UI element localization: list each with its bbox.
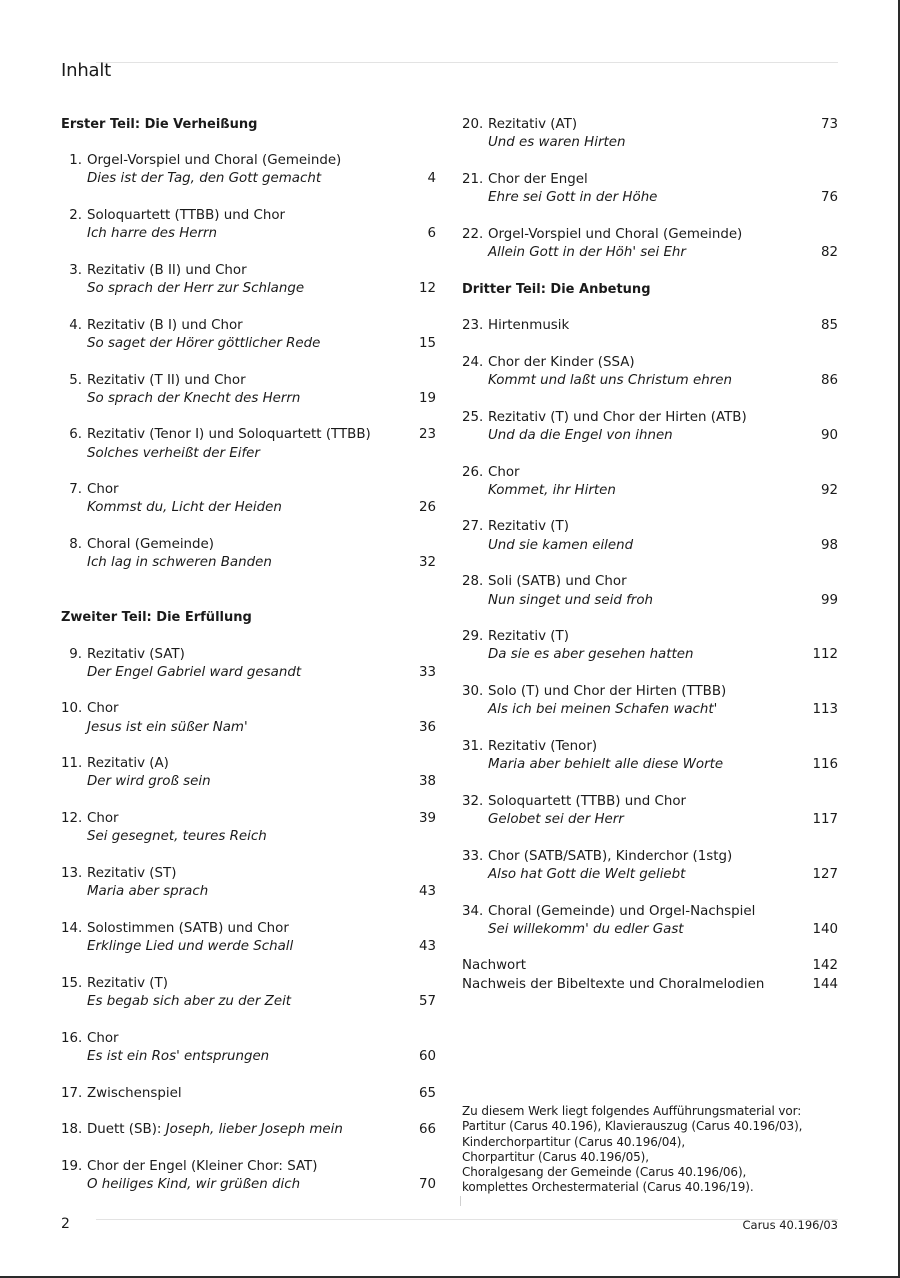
entry-number: 13.	[61, 866, 83, 881]
toc-entry-7	[61, 481, 436, 517]
part-heading: Zweiter Teil: Die Erfüllung	[61, 610, 252, 625]
entry-subtitle: Ehre sei Gott in der Höhe	[488, 190, 658, 206]
toc-right-column	[462, 116, 838, 994]
page-number: 2	[61, 1216, 70, 1232]
entry-title: Rezitativ (ST)	[87, 866, 177, 881]
entry-subtitle: O heiliges Kind, wir grüßen dich	[87, 1177, 301, 1193]
entry-title: Rezitativ (B I) und Chor	[87, 317, 243, 333]
entry-subtitle: Kommst du, Licht der Heiden	[87, 500, 282, 516]
entry-number: 24.	[462, 354, 484, 370]
entry-subtitle: Als ich bei meinen Schafen wacht'	[488, 702, 718, 718]
entry-title: Rezitativ (Tenor I) und Soloquartett (TTBB)	[87, 427, 371, 443]
entry-subtitle: Und sie kamen eilend	[488, 537, 634, 553]
entry-subtitle: So saget der Hörer göttlicher Rede	[87, 335, 321, 351]
entry-number: 6.	[69, 427, 82, 443]
toc-entry-24	[462, 354, 838, 390]
entry-subtitle: Dies ist der Tag, den Gott gemacht	[87, 171, 322, 187]
entry-subtitle: Solches verheißt der Eifer	[87, 445, 260, 461]
toc-entry-18	[61, 1121, 436, 1139]
entry-title: Rezitativ (T)	[87, 975, 168, 991]
entry-subtitle: Und da die Engel von ihnen	[488, 427, 673, 443]
entry-page: 142	[812, 958, 838, 974]
toc-entry-3	[61, 262, 436, 298]
entry-number: 29.	[462, 629, 484, 645]
entry-title: Rezitativ (AT)	[488, 117, 578, 132]
entry-title: Chor der Engel (Kleiner Chor: SAT)	[87, 1158, 318, 1174]
entry-page: 127	[812, 866, 838, 882]
top-rule	[96, 62, 838, 63]
entry-number: 32.	[462, 793, 484, 809]
entry-title: Nachwort	[462, 958, 526, 974]
toc-entry-20	[462, 116, 838, 152]
entry-title: Chor	[87, 701, 119, 717]
entry-title: Duett (SB):	[87, 1122, 162, 1138]
entry-title: Orgel-Vorspiel und Choral (Gemeinde)	[87, 153, 342, 168]
entry-number: 30.	[462, 684, 484, 700]
entry-title: Solo (T) und Chor der Hirten (TTBB)	[488, 684, 727, 700]
toc-entry-23	[462, 317, 838, 335]
part-heading: Dritter Teil: Die Anbetung	[462, 281, 651, 297]
entry-subtitle: Es begab sich aber zu der Zeit	[87, 993, 292, 1009]
entry-page: 60	[418, 1048, 436, 1064]
entry-page: 113	[812, 702, 838, 718]
entry-title: Chor der Kinder (SSA)	[488, 354, 635, 370]
entry-subtitle: Ich lag in schweren Banden	[87, 555, 272, 571]
entry-page: 6	[427, 226, 436, 242]
entry-number: 21.	[462, 171, 484, 187]
entry-number: 9.	[69, 646, 82, 662]
entry-subtitle: So sprach der Herr zur Schlange	[87, 280, 305, 296]
entry-number: 25.	[462, 409, 484, 425]
entry-number: 27.	[462, 519, 484, 535]
toc-entry-15	[61, 975, 436, 1011]
toc-entry-9	[61, 646, 436, 682]
entry-page: 38	[418, 774, 436, 790]
entry-page: 117	[812, 812, 838, 827]
entry-title: Choral (Gemeinde)	[87, 537, 215, 553]
entry-title: Rezitativ (T)	[488, 519, 569, 535]
toc-entry-26	[462, 464, 838, 500]
entry-page: 43	[418, 939, 436, 955]
toc-entry-11	[61, 755, 436, 791]
entry-page: 23	[418, 427, 436, 443]
entry-title: Chor	[488, 464, 520, 480]
entry-number: 26.	[462, 464, 484, 480]
entry-subtitle: So sprach der Knecht des Herrn	[87, 390, 301, 406]
entry-subtitle: Gelobet sei der Herr	[488, 812, 624, 827]
entry-number: 10.	[61, 701, 83, 717]
toc-entry-32	[462, 793, 838, 829]
entry-title: Rezitativ (B II) und Chor	[87, 262, 247, 278]
entry-page: 26	[418, 500, 436, 516]
entry-title: Rezitativ (T II) und Chor	[87, 372, 246, 388]
entry-number: 14.	[61, 920, 83, 936]
entry-number: 23.	[462, 318, 484, 334]
entry-page: 19	[418, 390, 436, 406]
entry-page: 73	[820, 117, 838, 132]
note-line: Partitur (Carus 40.196), Klavierauszug (Carus 40.196/03),	[462, 1119, 803, 1134]
entry-subtitle: Joseph, lieber Joseph mein	[165, 1122, 343, 1138]
entry-title: Soli (SATB) und Chor	[488, 574, 627, 590]
entry-number: 15.	[61, 975, 83, 991]
entry-page: 92	[820, 482, 838, 498]
note-line: komplettes Orchestermaterial (Carus 40.196/19).	[462, 1180, 754, 1195]
entry-title: Nachweis der Bibeltexte und Choralmelodien	[462, 976, 765, 992]
catalog-number: Carus 40.196/03	[742, 1218, 838, 1232]
entry-page: 70	[418, 1177, 436, 1193]
entry-page: 12	[418, 280, 436, 296]
entry-number: 16.	[61, 1030, 83, 1046]
entry-page: 98	[820, 537, 838, 553]
entry-subtitle: Der wird groß sein	[87, 774, 211, 790]
toc-entry-10	[61, 700, 436, 736]
entry-title: Hirtenmusik	[488, 318, 570, 334]
entry-subtitle: Der Engel Gabriel ward gesandt	[87, 664, 302, 680]
entry-page: 86	[820, 373, 838, 388]
toc-entry-22	[462, 226, 838, 262]
part-heading: Erster Teil: Die Verheißung	[61, 117, 258, 132]
entry-number: 2.	[69, 207, 82, 223]
entry-subtitle: Sei willekomm' du edler Gast	[488, 921, 684, 937]
entry-subtitle: Erklinge Lied und werde Schall	[87, 939, 294, 955]
entry-subtitle: Es ist ein Ros' entsprungen	[87, 1048, 270, 1064]
entry-title: Chor	[87, 1030, 119, 1046]
entry-subtitle: Allein Gott in der Höh' sei Ehr	[488, 244, 686, 260]
toc-entry-27	[462, 518, 838, 554]
entry-number: 18.	[61, 1122, 83, 1138]
toc-entry-33	[462, 848, 838, 884]
entry-subtitle: Kommet, ihr Hirten	[488, 482, 616, 498]
toc-appendix-nachweis	[462, 976, 838, 994]
entry-title: Choral (Gemeinde) und Orgel-Nachspiel	[488, 903, 756, 919]
entry-title: Orgel-Vorspiel und Choral (Gemeinde)	[488, 226, 743, 242]
entry-page: 90	[820, 427, 838, 443]
toc-entry-17	[61, 1085, 436, 1103]
entry-page: 57	[418, 993, 436, 1009]
entry-number: 28.	[462, 574, 484, 590]
toc-entry-21	[462, 171, 838, 207]
entry-page: 144	[812, 976, 838, 992]
entry-number: 17.	[61, 1085, 83, 1101]
entry-number: 31.	[462, 738, 484, 754]
entry-number: 19.	[61, 1158, 83, 1174]
entry-number: 12.	[61, 811, 83, 827]
entry-number: 4.	[69, 317, 82, 333]
toc-entry-19	[61, 1158, 436, 1194]
entry-page: 65	[418, 1085, 436, 1101]
note-line: Zu diesem Werk liegt folgendes Aufführungsmaterial vor:	[462, 1104, 802, 1118]
entry-page: 116	[812, 757, 838, 773]
toc-entry-8	[61, 536, 436, 572]
entry-page: 39	[418, 811, 436, 827]
entry-subtitle: Jesus ist ein süßer Nam'	[87, 719, 248, 735]
entry-title: Rezitativ (A)	[87, 756, 169, 772]
entry-title: Rezitativ (Tenor)	[488, 738, 598, 754]
entry-page: 4	[427, 171, 436, 187]
entry-number: 5.	[69, 372, 82, 388]
entry-subtitle: Also hat Gott die Welt geliebt	[488, 866, 686, 882]
entry-page: 43	[418, 884, 436, 900]
entry-page: 66	[418, 1122, 436, 1138]
toc-entry-25	[462, 409, 838, 445]
toc-entry-1	[61, 152, 436, 188]
entry-title: Soloquartett (TTBB) und Chor	[87, 207, 286, 223]
toc-entry-30	[462, 683, 838, 719]
toc-entry-31	[462, 738, 838, 774]
page-title: Inhalt	[61, 60, 112, 81]
entry-page: 32	[418, 555, 436, 571]
entry-number: 20.	[462, 117, 484, 132]
entry-number: 8.	[69, 537, 82, 553]
entry-title: Rezitativ (T) und Chor der Hirten (ATB)	[488, 409, 747, 425]
toc-appendix-nachwort	[462, 957, 838, 975]
toc-entry-12	[61, 810, 436, 846]
entry-title: Zwischenspiel	[87, 1085, 182, 1101]
entry-number: 7.	[69, 482, 82, 498]
entry-subtitle: Sei gesegnet, teures Reich	[87, 829, 267, 845]
entry-subtitle: Kommt und laßt uns Christum ehren	[488, 373, 732, 388]
entry-subtitle: Ich harre des Herrn	[87, 226, 218, 242]
bottom-rule	[96, 1219, 838, 1220]
entry-page: 140	[812, 921, 838, 937]
entry-subtitle: Und es waren Hirten	[488, 135, 626, 151]
entry-page: 36	[418, 719, 436, 735]
entry-title: Rezitativ (SAT)	[87, 646, 185, 662]
entry-subtitle: Maria aber sprach	[87, 884, 209, 900]
toc-entry-2	[61, 207, 436, 243]
entry-number: 34.	[462, 903, 484, 919]
entry-page: 76	[820, 190, 838, 206]
entry-page: 85	[820, 318, 838, 334]
entry-number: 3.	[69, 262, 82, 278]
entry-title: Chor	[87, 811, 119, 827]
performance-material-note	[462, 1104, 802, 1196]
entry-page: 112	[812, 647, 838, 663]
toc-entry-28	[462, 573, 838, 609]
entry-number: 22.	[462, 226, 484, 242]
toc-entry-29	[462, 628, 838, 664]
entry-subtitle: Da sie es aber gesehen hatten	[488, 647, 694, 663]
entry-number: 11.	[61, 756, 83, 772]
entry-page: 15	[418, 335, 436, 351]
entry-title: Chor (SATB/SATB), Kinderchor (1stg)	[488, 848, 733, 864]
entry-number: 1.	[69, 153, 82, 168]
note-line: Choralgesang der Gemeinde (Carus 40.196/06),	[462, 1165, 747, 1180]
entry-subtitle: Nun singet und seid froh	[488, 592, 653, 608]
toc-entry-13	[61, 865, 436, 901]
note-line: Kinderchorpartitur (Carus 40.196/04),	[462, 1134, 686, 1149]
entry-title: Chor der Engel	[488, 171, 588, 187]
entry-title: Soloquartett (TTBB) und Chor	[488, 793, 687, 809]
entry-title: Solostimmen (SATB) und Chor	[87, 920, 289, 936]
entry-subtitle: Maria aber behielt alle diese Worte	[488, 757, 724, 773]
entry-page: 33	[418, 664, 436, 680]
toc-left-column	[61, 116, 436, 1194]
entry-title: Chor	[87, 482, 119, 498]
entry-title: Rezitativ (T)	[488, 629, 569, 645]
toc-entry-6	[61, 426, 436, 462]
toc-entry-34	[462, 903, 838, 939]
toc-entry-14	[61, 920, 436, 956]
entry-number: 33.	[462, 848, 484, 864]
column-divider	[460, 1196, 461, 1206]
entry-page: 82	[820, 244, 838, 260]
toc-entry-16	[61, 1030, 436, 1066]
toc-entry-4	[61, 317, 436, 353]
entry-page: 99	[820, 592, 838, 608]
note-line: Chorpartitur (Carus 40.196/05),	[462, 1149, 649, 1164]
toc-entry-5	[61, 372, 436, 408]
